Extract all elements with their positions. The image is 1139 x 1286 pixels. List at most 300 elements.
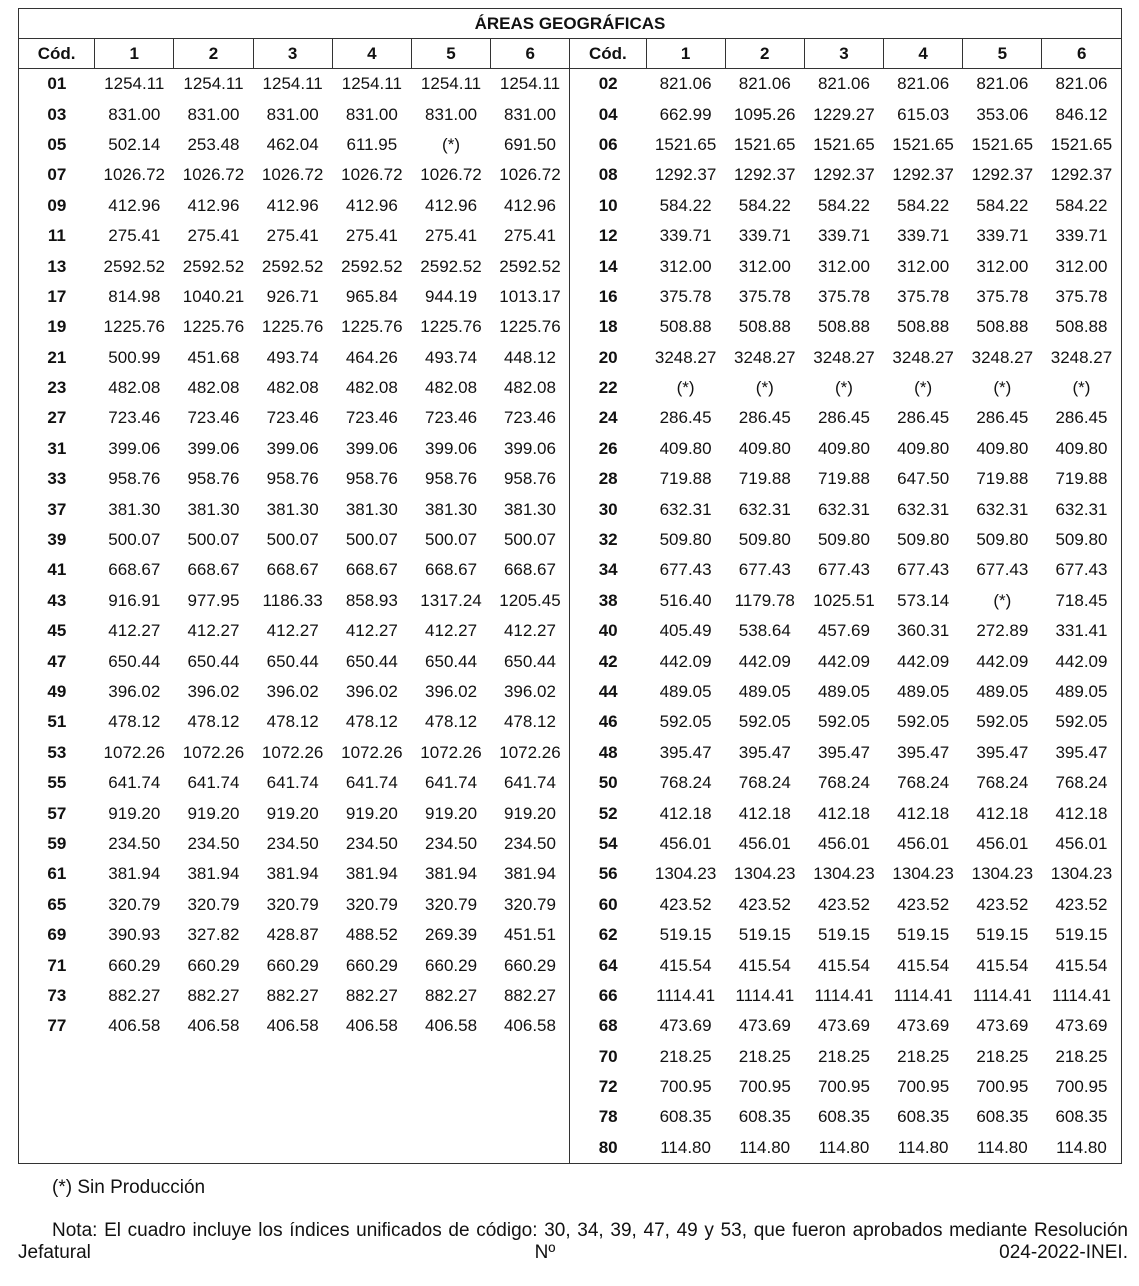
- index-value-cell: 519.15: [817, 925, 870, 945]
- index-value-cell: 958.76: [503, 469, 556, 489]
- index-value-cell: 831.00: [345, 104, 398, 124]
- index-value-cell: 409.80: [1055, 438, 1108, 458]
- row-code: 38: [570, 586, 646, 616]
- index-value-cell: 944.19: [425, 286, 478, 306]
- index-value-cell: 456.01: [817, 833, 870, 853]
- index-value-cell: 584.22: [1055, 195, 1108, 215]
- index-value-cell: 719.88: [738, 469, 791, 489]
- index-value-cell: [95, 1042, 174, 1072]
- index-value-cell: 519.15: [976, 925, 1029, 945]
- index-value-cell: 1304.23: [813, 864, 875, 884]
- legend-note: (*) Sin Producción: [52, 1177, 206, 1198]
- index-value-cell: 592.05: [659, 712, 712, 732]
- index-value-cell: 700.95: [1055, 1077, 1108, 1097]
- table-row: [19, 707, 1122, 737]
- index-value-cell: 1254.11: [104, 74, 165, 94]
- index-value-cell: 381.30: [345, 499, 398, 519]
- index-value-cell: 668.67: [187, 560, 240, 580]
- index-value-cell: 442.09: [1055, 651, 1108, 671]
- table-row: [19, 251, 1122, 281]
- index-value-cell: 473.69: [976, 1016, 1029, 1036]
- index-value-cell: 573.14: [897, 590, 950, 610]
- index-value-cell: 641.74: [266, 773, 319, 793]
- index-value-cell: 406.58: [345, 1016, 398, 1036]
- row-code: 08: [570, 160, 646, 190]
- index-value-cell: 831.00: [187, 104, 240, 124]
- index-value-cell: 457.69: [817, 621, 870, 641]
- row-code: 43: [47, 590, 67, 610]
- table-row: [19, 616, 1122, 646]
- index-value-cell: 538.64: [738, 621, 791, 641]
- index-value-cell: 451.68: [187, 347, 240, 367]
- index-value-cell: 691.50: [503, 134, 556, 154]
- index-value-cell: 478.12: [187, 712, 240, 732]
- table-row: [19, 1011, 1122, 1041]
- index-value-cell: 650.44: [108, 651, 161, 671]
- index-value-cell: 768.24: [659, 773, 712, 793]
- index-value-cell: 650.44: [345, 651, 398, 671]
- index-value-cell: 677.43: [1055, 560, 1108, 580]
- index-value-cell: 641.74: [187, 773, 240, 793]
- index-value-cell: 464.26: [345, 347, 398, 367]
- header-row-columns: [19, 39, 1122, 69]
- index-value-cell: 412.96: [345, 195, 398, 215]
- index-value-cell: 1292.37: [734, 165, 796, 185]
- row-code: 72: [570, 1072, 646, 1102]
- index-value-cell: 114.80: [818, 1137, 870, 1157]
- index-value-cell: [95, 1072, 174, 1102]
- index-value-cell: 489.05: [659, 682, 712, 701]
- index-value-cell: 1304.23: [1050, 864, 1113, 884]
- table-row: [19, 586, 1122, 616]
- index-value-cell: 919.20: [345, 803, 398, 823]
- index-value-cell: (*): [993, 378, 1012, 398]
- index-value-cell: 660.29: [108, 955, 161, 975]
- index-value-cell: 234.50: [503, 833, 556, 853]
- index-value-cell: 114.80: [660, 1137, 711, 1157]
- index-value-cell: 882.27: [266, 985, 319, 1005]
- row-code: 77: [47, 1016, 67, 1036]
- index-value-cell: 700.95: [897, 1077, 950, 1097]
- index-value-cell: 1304.23: [971, 864, 1034, 884]
- row-code: 04: [570, 99, 646, 129]
- index-value-cell: 406.58: [187, 1016, 240, 1036]
- row-code: 13: [47, 256, 67, 276]
- index-value-cell: 114.80: [897, 1137, 949, 1157]
- index-value-cell: (*): [676, 378, 695, 398]
- row-code: 80: [570, 1133, 646, 1164]
- index-value-cell: (*): [834, 378, 853, 398]
- index-value-cell: 500.07: [345, 530, 398, 550]
- index-value-cell: 700.95: [738, 1077, 791, 1097]
- index-value-cell: 114.80: [976, 1137, 1028, 1157]
- index-value-cell: 500.07: [108, 530, 161, 550]
- index-value-cell: 381.94: [503, 864, 556, 884]
- index-value-cell: 1072.26: [499, 742, 561, 762]
- index-value-cell: 1225.76: [420, 317, 482, 337]
- index-value-cell: 381.30: [108, 499, 161, 519]
- index-value-cell: 488.52: [345, 925, 398, 945]
- index-value-cell: 489.05: [817, 682, 870, 701]
- row-code: 09: [47, 195, 67, 215]
- index-value-cell: 375.78: [897, 286, 950, 306]
- index-value-cell: 482.08: [187, 378, 240, 398]
- index-value-cell: 489.05: [738, 682, 791, 701]
- index-value-cell: 677.43: [659, 560, 712, 580]
- index-value-cell: 882.27: [345, 985, 398, 1005]
- index-value-cell: 406.58: [266, 1016, 319, 1036]
- index-value-cell: 1205.45: [499, 590, 561, 610]
- index-value-cell: 286.45: [976, 408, 1029, 428]
- row-code: 73: [47, 985, 67, 1005]
- index-value-cell: 473.69: [1055, 1016, 1108, 1036]
- index-value-cell: 1304.23: [734, 864, 796, 884]
- index-value-cell: 396.02: [425, 682, 478, 701]
- index-value-cell: 831.00: [266, 104, 319, 124]
- column-header-area: 3: [804, 39, 883, 69]
- index-value-cell: [174, 1042, 253, 1072]
- index-value-cell: 473.69: [817, 1016, 870, 1036]
- table-row: [19, 859, 1122, 889]
- row-code: 47: [47, 651, 67, 671]
- index-value-cell: [411, 1072, 490, 1102]
- row-code: 16: [570, 282, 646, 312]
- index-value-cell: 312.00: [738, 256, 791, 276]
- index-value-cell: 958.76: [108, 469, 161, 489]
- index-value-cell: 677.43: [817, 560, 870, 580]
- index-value-cell: 500.99: [108, 347, 161, 367]
- index-value-cell: 768.24: [897, 773, 950, 793]
- index-value-cell: 423.52: [738, 894, 791, 914]
- index-value-cell: 412.96: [187, 195, 240, 215]
- index-value-cell: 502.14: [108, 134, 161, 154]
- index-value-cell: 1114.41: [893, 985, 953, 1005]
- index-value-cell: 218.25: [1055, 1046, 1108, 1066]
- table-row: [19, 829, 1122, 859]
- index-value-cell: 1254.11: [341, 74, 402, 94]
- index-value-cell: [253, 1072, 332, 1102]
- index-value-cell: 493.74: [425, 347, 478, 367]
- index-value-cell: 1225.76: [341, 317, 403, 337]
- table-row: [19, 312, 1122, 342]
- table-row: [19, 1102, 1122, 1132]
- index-value-cell: 768.24: [738, 773, 791, 793]
- index-value-cell: 882.27: [503, 985, 556, 1005]
- index-value-cell: [491, 1072, 570, 1102]
- index-value-cell: 395.47: [659, 742, 712, 762]
- index-value-cell: (*): [755, 378, 774, 398]
- index-value-cell: 1225.76: [261, 317, 324, 337]
- index-value-cell: 412.27: [503, 621, 556, 641]
- index-value-cell: 478.12: [503, 712, 556, 732]
- index-value-cell: 1292.37: [654, 165, 717, 185]
- index-value-cell: 1521.65: [892, 134, 954, 154]
- index-value-cell: 1026.72: [103, 165, 165, 185]
- index-value-cell: 375.78: [817, 286, 870, 306]
- row-code: [19, 1102, 95, 1132]
- index-value-cell: 456.01: [659, 833, 712, 853]
- index-value-cell: 509.80: [897, 530, 950, 550]
- index-value-cell: 478.12: [345, 712, 398, 732]
- index-value-cell: 395.47: [897, 742, 950, 762]
- index-value-cell: 399.06: [266, 438, 319, 458]
- index-value-cell: 647.50: [897, 469, 950, 489]
- index-value-cell: 428.87: [266, 925, 319, 945]
- column-header-area: 3: [253, 39, 332, 69]
- index-value-cell: (*): [442, 134, 460, 154]
- index-value-cell: 1292.37: [813, 165, 875, 185]
- index-value-cell: [174, 1133, 253, 1164]
- index-value-cell: 858.93: [345, 590, 398, 610]
- index-value-cell: 1304.23: [654, 864, 717, 884]
- index-value-cell: 500.07: [503, 530, 556, 550]
- index-value-cell: 668.67: [503, 560, 556, 580]
- table-row: [19, 677, 1122, 707]
- index-value-cell: 396.02: [266, 682, 319, 701]
- row-code: 06: [570, 130, 646, 160]
- table-row: [19, 525, 1122, 555]
- table-row: [19, 494, 1122, 524]
- index-value-cell: 114.80: [739, 1137, 791, 1157]
- index-value-cell: 396.02: [108, 682, 161, 701]
- row-code: 60: [570, 890, 646, 920]
- index-value-cell: 456.01: [738, 833, 791, 853]
- index-value-cell: 977.95: [187, 590, 240, 610]
- index-value-cell: 660.29: [187, 955, 240, 975]
- index-value-cell: [491, 1042, 570, 1072]
- index-value-cell: [411, 1042, 490, 1072]
- index-value-cell: 1521.65: [813, 134, 875, 154]
- index-value-cell: 1013.17: [499, 286, 561, 306]
- index-value-cell: 882.27: [187, 985, 240, 1005]
- index-value-cell: 768.24: [1055, 773, 1108, 793]
- index-value-cell: [253, 1042, 332, 1072]
- table-row: [19, 69, 1122, 100]
- index-value-cell: 1317.24: [420, 590, 482, 610]
- index-value-cell: 423.52: [1055, 894, 1108, 914]
- index-value-cell: 375.78: [1055, 286, 1108, 306]
- index-value-cell: 919.20: [108, 803, 161, 823]
- index-value-cell: 339.71: [738, 226, 791, 246]
- table-row: [19, 99, 1122, 129]
- index-value-cell: 412.18: [976, 803, 1029, 823]
- index-value-cell: 409.80: [897, 438, 950, 458]
- row-code: 65: [47, 894, 67, 914]
- index-value-cell: 768.24: [976, 773, 1029, 793]
- index-value-cell: 406.58: [108, 1016, 161, 1036]
- column-header-area: 6: [1042, 39, 1122, 69]
- index-value-cell: 1292.37: [892, 165, 954, 185]
- index-value-cell: 412.18: [738, 803, 791, 823]
- index-value-cell: 508.88: [1055, 317, 1108, 337]
- index-value-cell: 399.06: [503, 438, 556, 458]
- index-value-cell: 3248.27: [734, 347, 796, 367]
- index-value-cell: 442.09: [976, 651, 1029, 671]
- index-value-cell: 632.31: [738, 499, 791, 519]
- column-header-code-left: Cód.: [19, 39, 95, 69]
- index-value-cell: 882.27: [425, 985, 478, 1005]
- index-value-cell: 456.01: [976, 833, 1029, 853]
- row-code: 30: [570, 494, 646, 524]
- header-row-areas: [19, 9, 1122, 39]
- index-value-cell: 1521.65: [734, 134, 796, 154]
- index-value-cell: 608.35: [659, 1107, 712, 1127]
- index-value-cell: 1304.23: [892, 864, 954, 884]
- row-code: 52: [570, 798, 646, 828]
- index-value-cell: 632.31: [897, 499, 950, 519]
- index-value-cell: 375.78: [976, 286, 1029, 306]
- index-value-cell: 1292.37: [971, 165, 1034, 185]
- row-code: 46: [570, 707, 646, 737]
- index-value-cell: 381.94: [345, 864, 398, 884]
- index-value-cell: 360.31: [897, 621, 950, 641]
- row-code: 01: [47, 74, 67, 94]
- row-code: 61: [47, 864, 67, 884]
- index-value-cell: 353.06: [976, 104, 1029, 124]
- index-value-cell: 508.88: [738, 317, 791, 337]
- index-value-cell: 592.05: [897, 712, 950, 732]
- row-code: 26: [570, 434, 646, 464]
- index-value-cell: 1114.41: [735, 985, 795, 1005]
- index-value-cell: 1114.41: [972, 985, 1032, 1005]
- index-value-cell: 275.41: [345, 226, 398, 246]
- index-value-cell: 509.80: [1055, 530, 1108, 550]
- index-value-cell: 592.05: [817, 712, 870, 732]
- row-code: 40: [570, 616, 646, 646]
- index-value-cell: 381.30: [425, 499, 478, 519]
- index-value-cell: 320.79: [345, 894, 398, 914]
- index-value-cell: 632.31: [817, 499, 870, 519]
- row-code: 50: [570, 768, 646, 798]
- table-row: [19, 1042, 1122, 1072]
- index-value-cell: 1072.26: [420, 742, 482, 762]
- row-code: 11: [47, 226, 66, 246]
- index-value-cell: [491, 1133, 570, 1164]
- table-row: [19, 191, 1122, 221]
- index-value-cell: 821.06: [817, 74, 870, 94]
- index-value-cell: 919.20: [187, 803, 240, 823]
- index-value-cell: 275.41: [425, 226, 478, 246]
- table-row: [19, 130, 1122, 160]
- index-value-cell: 1186.33: [262, 590, 323, 610]
- index-value-cell: 641.74: [425, 773, 478, 793]
- column-header-area: 6: [491, 39, 570, 69]
- index-value-cell: 584.22: [897, 195, 950, 215]
- table-body: [19, 69, 1122, 1164]
- index-value-cell: 1025.51: [813, 590, 875, 610]
- row-code: [19, 1042, 95, 1072]
- row-code: 64: [570, 950, 646, 980]
- index-value-cell: 677.43: [738, 560, 791, 580]
- row-code: 19: [47, 317, 67, 337]
- index-value-cell: 660.29: [266, 955, 319, 975]
- index-value-cell: 831.00: [425, 104, 478, 124]
- table-row: [19, 373, 1122, 403]
- index-value-cell: 584.22: [659, 195, 712, 215]
- index-value-cell: (*): [1072, 378, 1091, 398]
- index-value-cell: 668.67: [345, 560, 398, 580]
- index-value-cell: 395.47: [738, 742, 791, 762]
- index-value-cell: 821.06: [1055, 74, 1108, 94]
- index-value-cell: 509.80: [817, 530, 870, 550]
- row-code: 14: [570, 251, 646, 281]
- row-code: 70: [570, 1042, 646, 1072]
- index-value-cell: 415.54: [659, 955, 712, 975]
- index-value-cell: 482.08: [425, 378, 478, 398]
- row-code: 59: [47, 833, 67, 853]
- index-value-cell: 218.25: [817, 1046, 870, 1066]
- index-value-cell: 718.45: [1055, 590, 1108, 610]
- row-code: 24: [570, 403, 646, 433]
- index-value-cell: 668.67: [266, 560, 319, 580]
- index-value-cell: 406.58: [503, 1016, 556, 1036]
- table-row: [19, 1072, 1122, 1102]
- row-code: [19, 1133, 95, 1164]
- index-value-cell: 320.79: [503, 894, 556, 914]
- index-value-cell: 312.00: [1055, 256, 1108, 276]
- table-row: [19, 920, 1122, 950]
- index-value-cell: 723.46: [503, 408, 556, 428]
- table-row: [19, 981, 1122, 1011]
- index-value-cell: 275.41: [108, 226, 161, 246]
- index-value-cell: 482.08: [266, 378, 319, 398]
- index-value-cell: 412.27: [345, 621, 398, 641]
- index-value-cell: 3248.27: [1050, 347, 1113, 367]
- index-value-cell: 509.80: [976, 530, 1029, 550]
- index-value-cell: [411, 1133, 490, 1164]
- row-code: 27: [47, 408, 67, 428]
- index-value-cell: 412.18: [659, 803, 712, 823]
- index-value-cell: 700.95: [976, 1077, 1029, 1097]
- index-value-cell: 412.18: [897, 803, 950, 823]
- row-code: 68: [570, 1011, 646, 1041]
- index-value-cell: (*): [993, 590, 1012, 610]
- index-value-cell: 406.58: [425, 1016, 478, 1036]
- index-value-cell: 234.50: [425, 833, 478, 853]
- column-header-area: 2: [725, 39, 804, 69]
- index-value-cell: 339.71: [1055, 226, 1108, 246]
- index-value-cell: 412.27: [187, 621, 240, 641]
- index-value-cell: 821.06: [659, 74, 712, 94]
- index-value-cell: 3248.27: [813, 347, 875, 367]
- column-header-code-right: Cód.: [570, 39, 646, 69]
- index-value-cell: [253, 1102, 332, 1132]
- index-value-cell: 1225.76: [182, 317, 245, 337]
- index-value-cell: 592.05: [1055, 712, 1108, 732]
- index-value-cell: 519.15: [659, 925, 712, 945]
- index-value-cell: 320.79: [425, 894, 478, 914]
- index-value-cell: 409.80: [738, 438, 791, 458]
- index-value-cell: 508.88: [659, 317, 712, 337]
- index-value-cell: [253, 1133, 332, 1164]
- index-value-cell: 965.84: [345, 286, 398, 306]
- index-value-cell: 500.07: [425, 530, 478, 550]
- index-value-cell: 442.09: [817, 651, 870, 671]
- index-value-cell: 396.02: [345, 682, 398, 701]
- row-code: 02: [570, 69, 646, 100]
- index-value-cell: 381.94: [425, 864, 478, 884]
- index-value-cell: 1521.65: [654, 134, 717, 154]
- index-value-cell: 650.44: [425, 651, 478, 671]
- index-value-cell: 381.94: [187, 864, 240, 884]
- index-value-cell: 1095.26: [734, 104, 796, 124]
- index-value-cell: 611.95: [346, 134, 398, 154]
- index-value-cell: 375.78: [738, 286, 791, 306]
- index-value-cell: 286.45: [659, 408, 712, 428]
- index-value-cell: 114.80: [1056, 1137, 1107, 1157]
- index-value-cell: 1254.11: [262, 74, 323, 94]
- index-value-cell: 592.05: [738, 712, 791, 732]
